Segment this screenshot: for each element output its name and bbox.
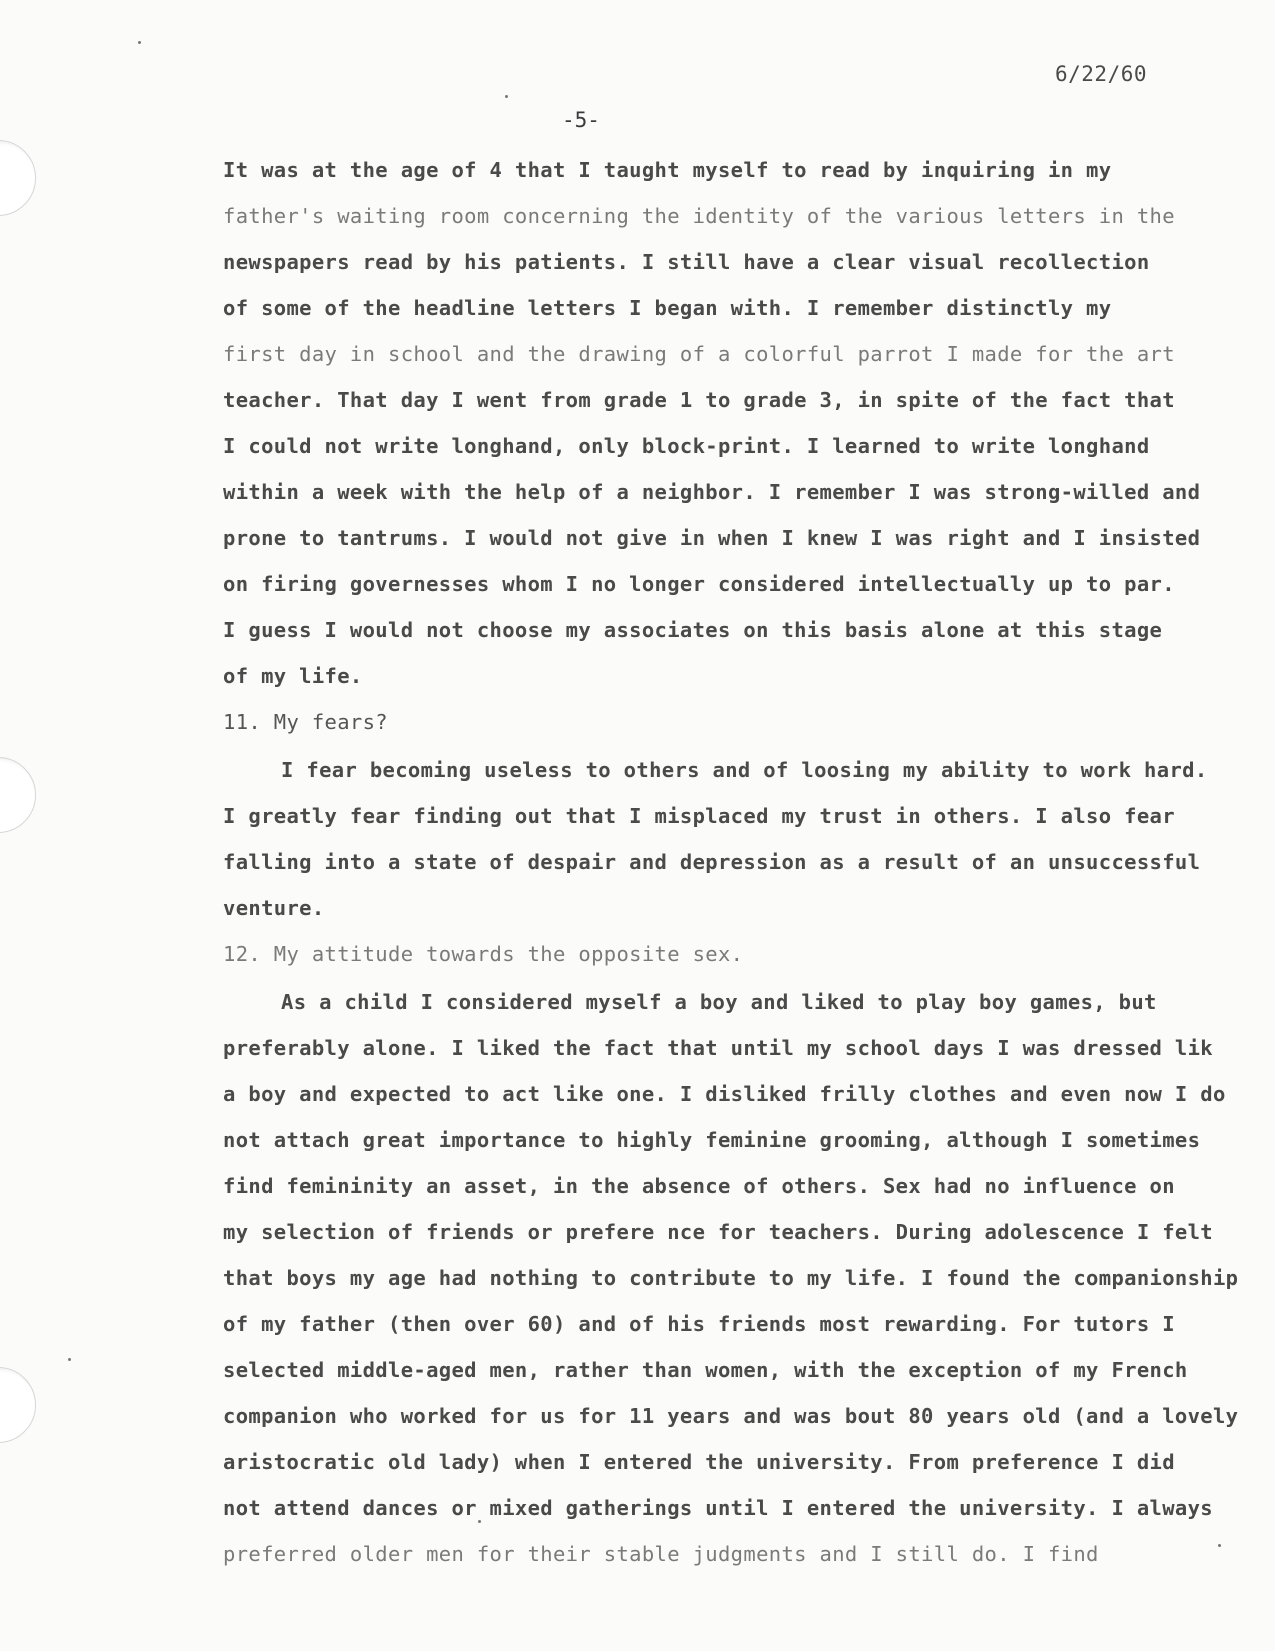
- text-line: companion who worked for us for 11 years and was bout 80 years old (and a lovely: [223, 1404, 1239, 1428]
- text-line: of some of the headline letters I began with. I remember distinctly my: [223, 296, 1112, 320]
- speck: [68, 1358, 71, 1361]
- text-line: venture.: [223, 896, 325, 920]
- section-heading-attitude: 12. My attitude towards the opposite sex.: [223, 942, 744, 966]
- text-line: teacher. That day I went from grade 1 to grade 3, in spite of the fact that: [223, 388, 1175, 412]
- text-line: preferably alone. I liked the fact that until my school days I was dressed lik: [223, 1036, 1213, 1060]
- punch-hole-middle: [0, 757, 36, 833]
- text-line: of my father (then over 60) and of his friends most rewarding. For tutors I: [223, 1312, 1175, 1336]
- text-line: newspapers read by his patients. I still have a clear visual recollection: [223, 250, 1150, 274]
- section-heading-fears: 11. My fears?: [223, 710, 388, 734]
- speck: [1218, 1544, 1221, 1547]
- speck: [478, 1520, 481, 1523]
- text-line: of my life.: [223, 664, 363, 688]
- text-line: selected middle-aged men, rather than women, with the exception of my French: [223, 1358, 1188, 1382]
- text-line: father's waiting room concerning the identity of the various letters in the: [223, 204, 1175, 228]
- text-line: that boys my age had nothing to contribute to my life. I found the companionship: [223, 1266, 1239, 1290]
- text-line: aristocratic old lady) when I entered the university. From preference I did: [223, 1450, 1175, 1474]
- speck: [505, 95, 508, 98]
- text-line: within a week with the help of a neighbor. I remember I was strong-willed and: [223, 480, 1201, 504]
- text-line: find femininity an asset, in the absence of others. Sex had no influence on: [223, 1174, 1175, 1198]
- text-line: my selection of friends or prefere nce for teachers. During adolescence I felt: [223, 1220, 1213, 1244]
- text-line: not attend dances or mixed gatherings until I entered the university. I always: [223, 1496, 1213, 1520]
- text-line: I fear becoming useless to others and of loosing my ability to work hard.: [281, 758, 1208, 782]
- text-line: on firing governesses whom I no longer considered intellectually up to par.: [223, 572, 1175, 596]
- text-line: first day in school and the drawing of a colorful parrot I made for the art: [223, 342, 1175, 366]
- text-line: preferred older men for their stable judgments and I still do. I find: [223, 1542, 1099, 1566]
- text-line: falling into a state of despair and depression as a result of an unsuccessful: [223, 850, 1201, 874]
- text-line: prone to tantrums. I would not give in when I knew I was right and I insisted: [223, 526, 1201, 550]
- text-line: not attach great importance to highly feminine grooming, although I sometimes: [223, 1128, 1201, 1152]
- text-line: As a child I considered myself a boy and liked to play boy games, but: [281, 990, 1157, 1014]
- text-line: It was at the age of 4 that I taught myself to read by inquiring in my: [223, 158, 1112, 182]
- page-number: -5-: [562, 108, 600, 132]
- punch-hole-bottom: [0, 1367, 36, 1443]
- speck: [138, 41, 141, 44]
- text-line: I could not write longhand, only block-print. I learned to write longhand: [223, 434, 1150, 458]
- text-line: I greatly fear finding out that I misplaced my trust in others. I also fear: [223, 804, 1175, 828]
- document-date: 6/22/60: [1055, 62, 1148, 86]
- punch-hole-top: [0, 140, 36, 216]
- text-line: I guess I would not choose my associates on this basis alone at this stage: [223, 618, 1163, 642]
- text-line: a boy and expected to act like one. I disliked frilly clothes and even now I do: [223, 1082, 1226, 1106]
